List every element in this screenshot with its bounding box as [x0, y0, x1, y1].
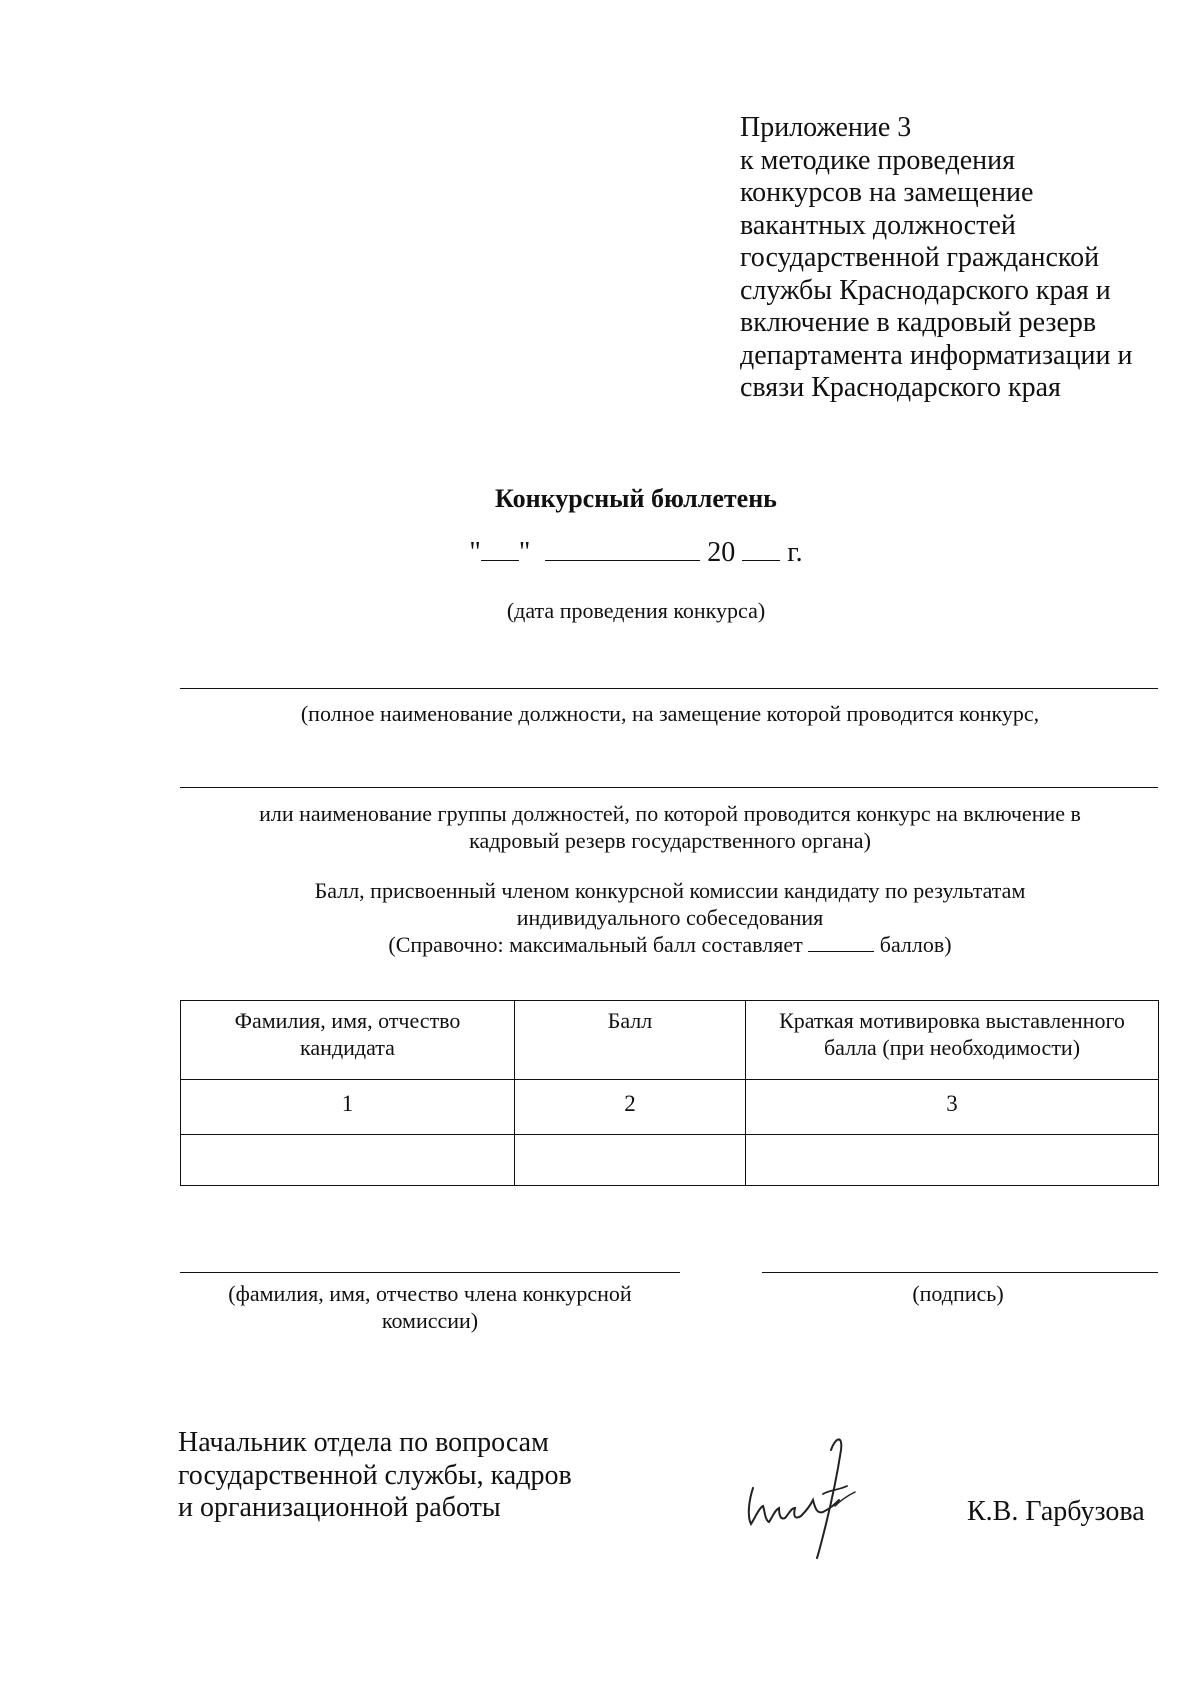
signature-caption: (подпись)	[912, 1281, 1004, 1306]
appendix-line: государственной гражданской	[740, 242, 1100, 273]
score-line3-suffix: баллов)	[879, 932, 952, 957]
table-row	[181, 1135, 1159, 1186]
signature-line[interactable]	[762, 1272, 1158, 1273]
appendix-header	[740, 112, 1170, 405]
score-table	[180, 1000, 1159, 1186]
month-blank[interactable]	[545, 536, 700, 561]
score-cell[interactable]	[515, 1135, 746, 1186]
score-line3-prefix: (Справочно: максимальный балл составляет	[388, 932, 803, 957]
document-title: Конкурсный бюллетень	[495, 484, 777, 513]
date-line	[0, 536, 1200, 569]
member-name-line[interactable]	[180, 1272, 680, 1273]
member-name-caption: (фамилия, имя, отчество члена конкурсной комиссии)	[228, 1281, 632, 1333]
footer-position	[178, 1427, 572, 1525]
date-caption: (дата проведения конкурса)	[506, 598, 766, 623]
motivation-cell[interactable]	[746, 1135, 1159, 1186]
footer-position-line: Начальник отдела по вопросам	[178, 1427, 549, 1458]
appendix-line: включение в кадровый резерв	[740, 307, 1097, 338]
appendix-line: связи Краснодарского края	[740, 372, 1061, 403]
table-header-row	[181, 1001, 1159, 1080]
appendix-line: к методике проведения	[740, 144, 1015, 176]
position-name-line[interactable]	[180, 688, 1158, 689]
column-number: 3	[746, 1080, 1159, 1135]
year-blank[interactable]	[742, 536, 780, 561]
score-description	[180, 877, 1160, 958]
appendix-line: вакантных должностей	[740, 209, 1016, 241]
year-prefix: 20	[707, 537, 736, 568]
position-group-caption-line1: или наименование группы должностей, по которой проводится конкурс на включение в	[259, 801, 1081, 826]
day-blank[interactable]	[481, 536, 519, 561]
year-suffix: г.	[787, 537, 803, 568]
position-caption: (полное наименование должности, на замещение которой проводится конкурс,	[300, 701, 1040, 726]
position-group-caption	[180, 800, 1160, 854]
footer-position-line: государственной службы, кадров	[178, 1459, 572, 1491]
quote-open: "	[469, 537, 481, 568]
footer-position-line: и организационной работы	[178, 1492, 501, 1523]
header-candidate-name: Фамилия, имя, отчество кандидата	[181, 1001, 515, 1080]
score-line3	[180, 931, 1160, 958]
column-number: 2	[515, 1080, 746, 1135]
candidate-name-cell[interactable]	[181, 1135, 515, 1186]
header-motivation: Краткая мотивировка выставленного балла (при необходимости)	[746, 1001, 1159, 1080]
position-group-line[interactable]	[180, 787, 1158, 788]
max-score-blank[interactable]	[808, 931, 874, 952]
quote-close: "	[518, 537, 531, 568]
header-score: Балл	[515, 1001, 746, 1080]
appendix-line: департамента информатизации и	[740, 339, 1133, 371]
score-line1: Балл, присвоенный членом конкурсной комиссии кандидату по результатам	[314, 878, 1026, 903]
score-line2: индивидуального собеседования	[516, 905, 824, 930]
appendix-line: Приложение 3	[740, 112, 912, 143]
table-number-row	[181, 1080, 1159, 1135]
appendix-line: конкурсов на замещение	[740, 177, 1034, 208]
position-group-caption-line2: кадровый резерв государственного органа)	[469, 828, 871, 853]
column-number: 1	[181, 1080, 515, 1135]
handwritten-signature	[735, 1420, 875, 1560]
signer-name: К.В. Гарбузова	[967, 1496, 1145, 1527]
appendix-line: службы Краснодарского края и	[740, 274, 1111, 306]
